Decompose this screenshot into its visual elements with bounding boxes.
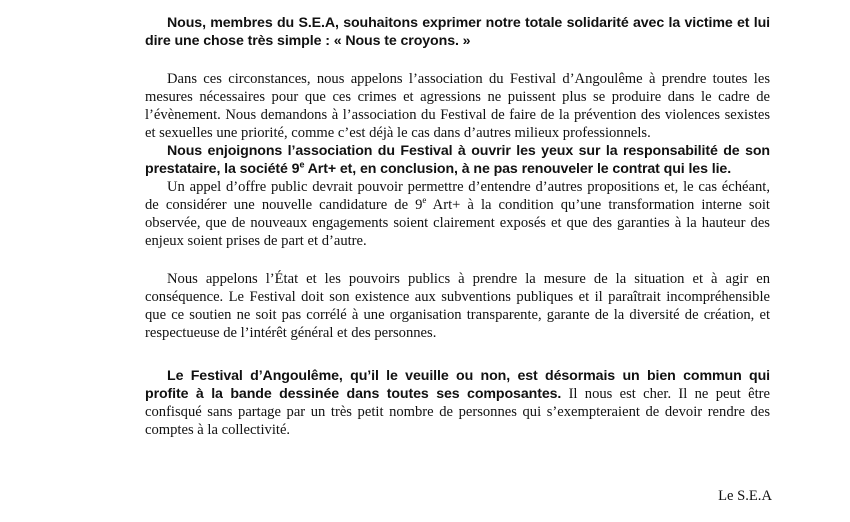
- solidarity-statement: Nous, membres du S.E.A, souhaitons exprimer notre totale solidarité avec la victime et lui dire une chose très simple : « Nous te croyons. »: [145, 15, 770, 49]
- tender-superscript: e: [422, 195, 427, 206]
- injunction-superscript: e: [299, 159, 305, 170]
- paragraph-public-tender: [145, 178, 770, 250]
- injunction-text-start: Nous enjoignons l’association du Festival à ouvrir les yeux sur la responsabilité de son prestataire, la société 9: [145, 143, 770, 177]
- tender-text-end: Art+ à la condition qu’une transformation interne soit observée, que de nouveaux engagements soient clairement exposés et que des garanties à la hauteur des enjeux soient prises de part et d’autre.: [145, 197, 770, 249]
- document-body: [145, 14, 770, 439]
- common-good-bold: Le Festival d’Angoulême, qu’il le veuille ou non, est désormais un bien commun qui profite à la bande dessinée dans toutes ses composantes.: [145, 368, 770, 402]
- common-good-rest: Il nous est cher. Il ne peut être confisqué sans partage par un très petit nombre de personnes qui s’exempteraient de devoir rendre des comptes à la collectivité.: [145, 386, 770, 438]
- injunction-statement: [145, 142, 770, 178]
- paragraph-prevention: Dans ces circonstances, nous appelons l’association du Festival d’Angoulême à prendre toutes les mesures nécessaires pour que ces crimes et agressions ne puissent plus se produire dans le cadre de l’évènement. Nous demandons à l’association du Festival de faire de la prévention des violences sexistes et sexuelles une priorité, comme c’est déjà le cas dans d’autres milieux professionnels.: [145, 71, 770, 141]
- paragraph-public-authorities: Nous appelons l’État et les pouvoirs publics à prendre la mesure de la situation et à agir en conséquence. Le Festival doit son existence aux subventions publiques et il paraîtrait incompréhensible que ce soutien ne soit pas corrélé à une organisation transparente, garante de la diversité de création, et respectueuse de l’intérêt général et des personnes.: [145, 271, 770, 341]
- tender-text-start: Un appel d’offre public devrait pouvoir permettre d’entendre d’autres propositions et, le cas échéant, de considérer une nouvelle candidature de 9: [145, 179, 770, 213]
- injunction-text-end: Art+ et, en conclusion, à ne pas renouveler le contrat qui les lie.: [304, 161, 732, 177]
- signature: Le S.E.A: [718, 488, 772, 504]
- paragraph-common-good: [145, 367, 770, 439]
